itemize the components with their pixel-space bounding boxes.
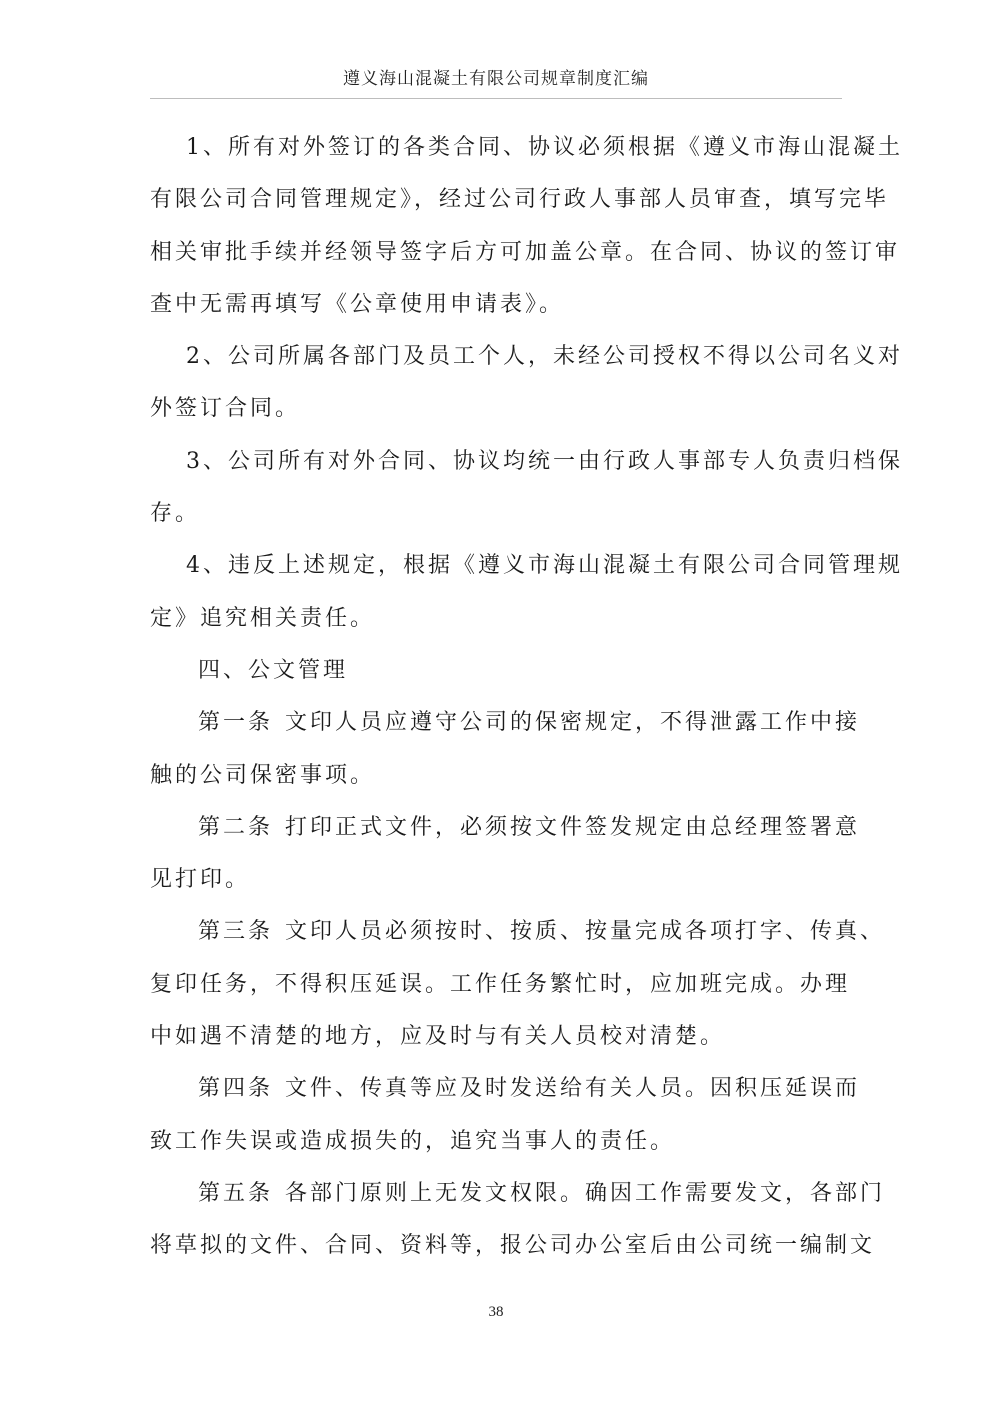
header-divider xyxy=(150,98,842,99)
paragraph-line: 致工作失误或造成损失的，追究当事人的责任。 xyxy=(150,1128,676,1154)
paragraph-line: 有限公司合同管理规定》，经过公司行政人事部人员审查，填写完毕 xyxy=(150,187,890,213)
article-number: 第四条 xyxy=(198,1076,274,1102)
paragraph-line: 4、违反上述规定，根据《遵义市海山混凝土有限公司合同管理规 xyxy=(186,553,903,579)
paragraph-line: 将草拟的文件、合同、资料等，报公司办公室后由公司统一编制文 xyxy=(150,1233,876,1259)
article-text: 文件、传真等应及时发送给有关人员。因积压延误而 xyxy=(285,1076,861,1102)
page-number: 38 xyxy=(488,1304,504,1320)
article-number: 第三条 xyxy=(198,919,274,945)
article-line xyxy=(150,802,861,854)
article-number: 第五条 xyxy=(198,1180,274,1206)
article-text: 文印人员必须按时、按质、按量完成各项打字、传真、 xyxy=(285,919,886,945)
article-number: 第一条 xyxy=(198,710,274,736)
paragraph-line: 复印任务，不得积压延误。工作任务繁忙时，应加班完成。办理 xyxy=(150,971,851,997)
paragraph-line: 3、公司所有对外合同、协议均统一由行政人事部专人负责归档保 xyxy=(186,448,903,474)
paragraph-line: 定》追究相关责任。 xyxy=(150,605,376,631)
article-text: 打印正式文件，必须按文件签发规定由总经理签署意 xyxy=(285,814,861,840)
article-number: 第二条 xyxy=(198,814,274,840)
article-text: 各部门原则上无发文权限。确因工作需要发文，各部门 xyxy=(285,1180,886,1206)
paragraph-line: 存。 xyxy=(150,501,201,527)
document-body xyxy=(150,122,903,1273)
paragraph-line: 外签订合同。 xyxy=(150,396,301,422)
paragraph-line: 查中无需再填写《公章使用申请表》。 xyxy=(150,291,565,317)
article-line xyxy=(150,906,886,958)
paragraph-line: 中如遇不清楚的地方，应及时与有关人员校对清楚。 xyxy=(150,1024,726,1050)
article-line xyxy=(150,697,861,749)
paragraph-line: 相关审批手续并经领导签字后方可加盖公章。在合同、协议的签订审 xyxy=(150,239,901,265)
article-line xyxy=(150,1063,861,1115)
article-line xyxy=(150,1168,886,1220)
article-text: 文印人员应遵守公司的保密规定，不得泄露工作中接 xyxy=(285,710,861,736)
paragraph-line: 2、公司所属各部门及员工个人，未经公司授权不得以公司名义对 xyxy=(186,344,903,370)
paragraph-line: 见打印。 xyxy=(150,867,251,893)
paragraph-line: 触的公司保密事项。 xyxy=(150,762,376,788)
paragraph-line: 1、所有对外签订的各类合同、协议必须根据《遵义市海山混凝土 xyxy=(186,135,903,160)
section-heading: 四、公文管理 xyxy=(198,657,349,683)
running-header: 遵义海山混凝土有限公司规章制度汇编 xyxy=(343,69,649,89)
